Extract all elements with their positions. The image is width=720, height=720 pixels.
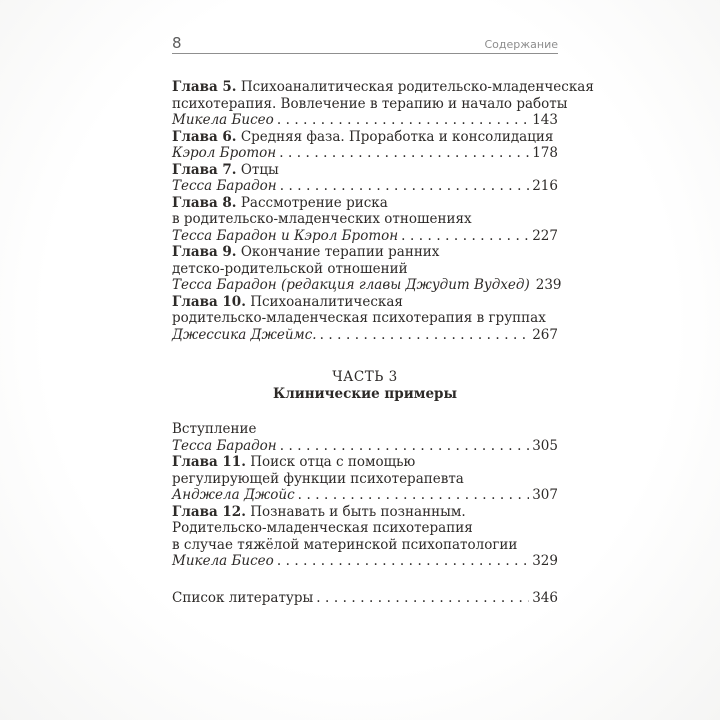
part-heading [172, 369, 558, 402]
entry-author: Тесса Барадон [172, 178, 277, 194]
entry-author: Тесса Барадон [172, 437, 277, 454]
entry-page-number: 216 [532, 178, 558, 194]
entry-author-page-row [172, 145, 558, 162]
entry-page-number: 267 [532, 326, 558, 343]
entry-title-line [172, 195, 558, 212]
entry-title-text: Отцы [240, 161, 279, 178]
entry-page-number: 178 [532, 145, 558, 161]
bibliography-page-number: 346 [532, 589, 558, 606]
dot-leader [277, 112, 529, 129]
entry-page-number: 239 [535, 277, 562, 293]
dot-leader [277, 553, 529, 570]
toc-entry [172, 421, 558, 454]
entry-author-page-row [172, 112, 558, 129]
chapter-label: Глава 6. [172, 128, 237, 145]
dot-leader [280, 438, 530, 455]
entry-title-line: детско-родительской отношений [172, 260, 408, 277]
toc-entry [172, 454, 558, 504]
toc-entry [172, 195, 558, 245]
entry-author: Микела Бисео [172, 112, 274, 128]
entry-author: Джессика Джеймс. [172, 326, 317, 343]
entry-page-number: 307 [532, 487, 558, 503]
entry-author-page-row [172, 178, 558, 195]
chapter-label: Глава 7. [172, 161, 237, 178]
part-kicker: ЧАСТЬ 3 [332, 369, 398, 385]
chapter-label: Глава 9. [172, 244, 237, 260]
entry-title-text: Психоаналитическая [250, 293, 403, 310]
entry-title-line: в родительско-младенческих отношениях [172, 211, 472, 227]
entry-page-number: 329 [532, 553, 558, 569]
entry-title-line: регулирующей функции психотерапевта [172, 470, 464, 487]
toc-entry [172, 294, 558, 344]
entry-title-line: Родительско-младенческая психотерапия [172, 520, 473, 536]
dot-leader [320, 327, 530, 344]
entry-page-number: 305 [532, 437, 558, 454]
entry-author-page-row [172, 553, 558, 570]
toc-entry [172, 79, 594, 129]
running-title: Содержание [484, 37, 558, 51]
running-header [172, 36, 558, 54]
entry-author: Тесса Барадон (редакция главы Джудит Вудхед) [172, 277, 530, 293]
bibliography-title: Список литературы [172, 589, 314, 606]
entry-title-text: Средняя фаза. Проработка и консолидация [240, 128, 554, 145]
dot-leader [401, 228, 529, 245]
chapter-label: Глава 10. [172, 293, 246, 310]
chapter-label: Глава 12. [172, 503, 246, 520]
entry-title-line: психотерапия. Вовлечение в терапию и начало работы [172, 95, 568, 112]
entry-page-number: 227 [532, 227, 558, 244]
entry-author-page-row [172, 277, 562, 294]
entry-author: Тесса Барадон и Кэрол Бротон [172, 227, 399, 244]
entry-title-line [172, 244, 558, 261]
entry-title-text: Поиск отца с помощью [250, 454, 416, 470]
entry-title-line [172, 504, 558, 521]
toc-entry [172, 162, 558, 195]
toc-entry [172, 129, 558, 162]
entry-title-text: Окончание терапии ранних [240, 244, 440, 260]
entry-title-text: Познавать и быть познанным. [250, 503, 466, 520]
dot-leader [279, 145, 529, 162]
bibliography-entry [172, 590, 558, 607]
page-number: 8 [172, 34, 182, 52]
dot-leader [316, 590, 529, 607]
entry-author-page-row [172, 228, 558, 245]
entry-page-number: 143 [532, 112, 558, 128]
entry-author-page-row [172, 327, 558, 344]
entry-title-text: Психоаналитическая родительско-младенческая [240, 79, 594, 95]
entry-title-line: в случае тяжёлой материнской психопатологии [172, 536, 518, 553]
entry-author: Кэрол Бротон [172, 145, 277, 161]
chapter-label: Глава 5. [172, 79, 237, 95]
entry-author: Микела Бисео [172, 553, 274, 569]
entry-author-page-row [172, 487, 558, 504]
entry-title-line: Вступление [172, 421, 257, 437]
dot-leader [280, 178, 530, 195]
table-of-contents [172, 79, 594, 606]
entry-title-line [172, 162, 558, 179]
toc-entry [172, 504, 558, 570]
entry-title-line [172, 454, 558, 471]
dot-leader [298, 487, 530, 504]
entry-author-page-row [172, 438, 558, 455]
entry-title-line: родительско-младенческая психотерапия в группах [172, 310, 546, 326]
entry-title-line [172, 294, 558, 311]
chapter-label: Глава 8. [172, 194, 237, 211]
toc-entry [172, 244, 562, 294]
page-content [172, 34, 594, 606]
entry-author: Анджела Джойс [172, 487, 295, 503]
chapter-label: Глава 11. [172, 454, 246, 470]
entry-title-line [172, 129, 558, 146]
entry-title-text: Рассмотрение риска [240, 194, 388, 211]
part-title: Клинические примеры [272, 385, 458, 402]
entry-title-line [172, 79, 594, 96]
